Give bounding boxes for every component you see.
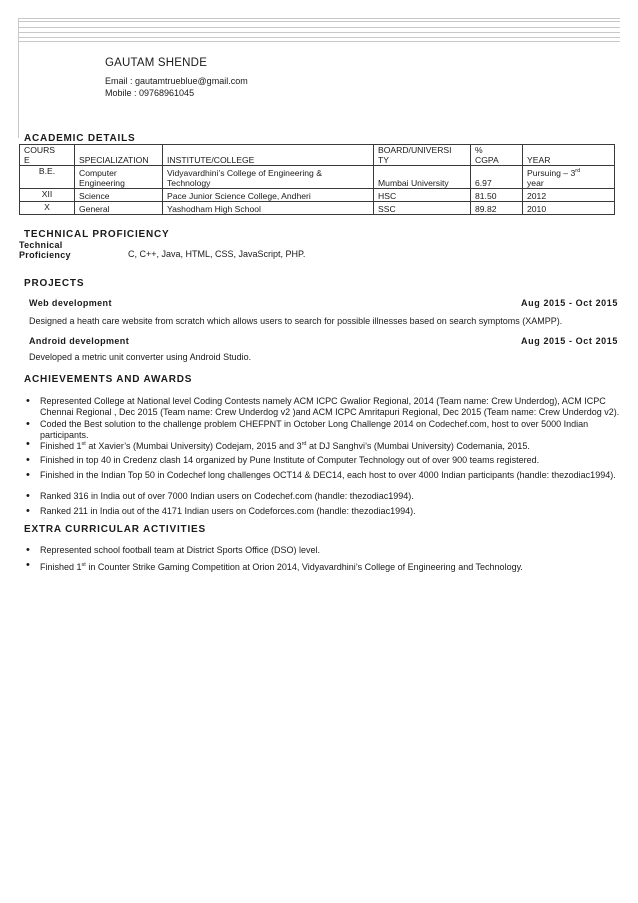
cell-cgpa: 89.82 [471,201,523,214]
cell-institute: Pace Junior Science College, Andheri [163,188,374,201]
achievements-list [24,439,624,452]
extracurricular-list [24,560,624,573]
header-cell-specialization: SPECIALIZATION [75,145,163,166]
cell-institute: Vidyavardhini’s College of Engineering & Technology [163,166,374,189]
list-item: • Represented school football team at District Sports Office (DSO) level. [24,545,624,556]
table-row [20,166,615,189]
ordinal-suffix: st [81,441,86,447]
academic-table [19,144,615,215]
achievements-list [24,506,624,517]
academic-section-title: ACADEMIC DETAILS [24,133,136,144]
header-vertical-rule [18,18,19,138]
project-date-web: Aug 2015 - Oct 2015 [521,298,618,308]
achievements-list [24,396,624,417]
cell-cgpa: 81.50 [471,188,523,201]
achievements-list [24,491,624,502]
project-description-web: Designed a heath care website from scratch which allows users to search for possible illnesses based on search symptoms (XAMPP). [29,316,563,326]
projects-section-title: PROJECTS [24,278,85,289]
cell-institute: Yashodham High School [163,201,374,214]
table-header-row [20,145,615,166]
header-cell-course: COURS E [20,145,75,166]
achievements-list [24,470,624,481]
header-cell-institute: INSTITUTE/COLLEGE [163,145,374,166]
achievements-list [24,419,624,440]
header-cell-cgpa: % CGPA [471,145,523,166]
cell-board: Mumbai University [374,166,471,189]
list-item: • Finished 1st in Counter Strike Gaming Competition at Orion 2014, Vidyavardhini’s College of Engineering and Technology. [24,560,624,573]
cell-year: 2012 [523,188,615,201]
achievements-section-title: ACHIEVEMENTS AND AWARDS [24,374,193,385]
ordinal-suffix: rd [575,168,581,174]
achievements-list [24,455,624,466]
ordinal-suffix: st [81,562,86,568]
header-cell-board: BOARD/UNIVERSI TY [374,145,471,166]
cell-specialization: General [75,201,163,214]
cell-year: Pursuing – 3rd year [523,166,615,189]
cell-specialization: Computer Engineering [75,166,163,189]
project-title-web: Web development [29,298,112,308]
ordinal-suffix: rd [301,441,307,447]
email-text: Email : gautamtrueblue@gmail.com [105,76,248,86]
header-cell-year: YEAR [523,145,615,166]
project-title-android: Android development [29,336,130,346]
table-row [20,201,615,214]
list-item: • Finished 1st at Xavier’s (Mumbai University) Codejam, 2015 and 3rd at DJ Sanghvi’s (Mumbai University) Codemania, 2015. [24,439,624,452]
list-item: • Ranked 211 in India out of the 4171 Indian users on Codeforces.com (handle: thezodiac1994). [24,506,624,517]
mobile-text: Mobile : 09768961045 [105,88,195,98]
technical-section-title: TECHNICAL PROFICIENCY [24,229,170,240]
cell-course: B.E. [20,166,75,189]
cell-course: X [20,201,75,214]
cell-cgpa: 6.97 [471,166,523,189]
table-row [20,188,615,201]
technical-label: Technical Proficiency [19,240,71,260]
list-item: • Ranked 316 in India out of over 7000 Indian users on Codechef.com (handle: thezodiac1994). [24,491,624,502]
list-item: • Represented College at National level Coding Contests namely ACM ICPC Gwalior Regional, 2014 (Team name: Crew Underdog), ACM ICPC Chennai Regional , Dec 2015 (Team name: Crew Underdog v2 )and ACM ICPC Amritapuri Regional, Dec 2015 (Team name: Crew Underdog v2). [24,396,624,417]
technical-value: C, C++, Java, HTML, CSS, JavaScript, PHP. [128,249,306,259]
project-description-android: Developed a metric unit converter using Android Studio. [29,352,252,362]
cell-board: SSC [374,201,471,214]
cell-course: XII [20,188,75,201]
cell-board: HSC [374,188,471,201]
list-item: • Finished in top 40 in Credenz clash 14 organized by Pune Institute of Computer Technology out of over 900 teams registered. [24,455,624,466]
list-item: • Finished in the Indian Top 50 in Codechef long challenges OCT14 & DEC14, each host to over 4000 Indian participants (handle: thezodiac1994). [24,470,624,481]
extracurricular-list [24,545,624,556]
project-date-android: Aug 2015 - Oct 2015 [521,336,618,346]
header-rules [18,18,620,42]
cell-specialization: Science [75,188,163,201]
candidate-name: GAUTAM SHENDE [105,57,208,69]
cell-year: 2010 [523,201,615,214]
list-item: • Coded the Best solution to the challenge problem CHEFPNT in October Long Challenge 2014 on Codechef.com, host to over 5000 Indian participants. [24,419,624,440]
extracurricular-section-title: EXTRA CURRICULAR ACTIVITIES [24,524,206,535]
